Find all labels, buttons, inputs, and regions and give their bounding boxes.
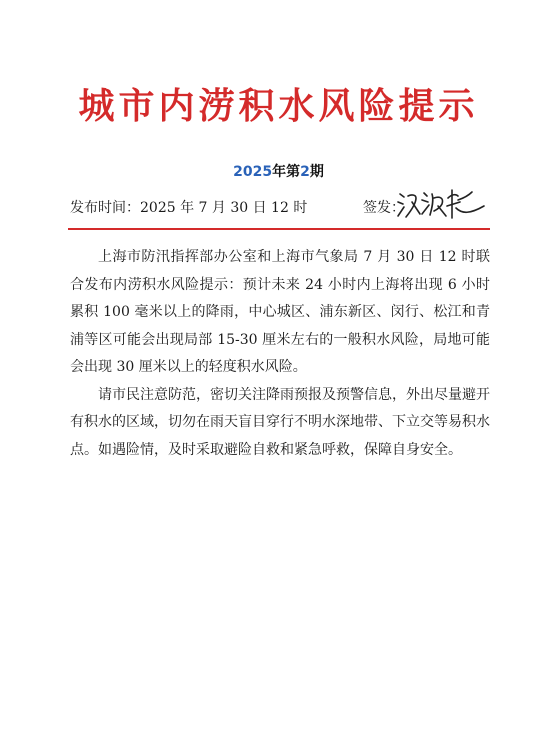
issue-number [0, 162, 557, 182]
paragraph-1: 上海市防汛指挥部办公室和上海市气象局 7 月 30 日 12 时联合发布内涝积水风险提示：预计未来 24 小时内上海将出现 6 小时累积 100 毫米以上的降雨，中心城区、浦东新区、闵行、松江和青浦等区可能会出现局部 15-30 厘米左右的一般积水风险，局地可能会出现 30 厘米以上的轻度积水风险。 [70, 249, 490, 375]
signer-label: 签发： [363, 200, 405, 216]
issue-year: 2025 [233, 164, 273, 180]
issue-suffix: 期 [309, 164, 324, 180]
issue-no: 2 [300, 164, 310, 180]
red-divider [68, 228, 490, 230]
document-title: 城市内涝积水风险提示 [78, 85, 479, 127]
paragraph-2: 请市民注意防范，密切关注降雨预报及预警信息，外出尽量避开有积水的区域，切勿在雨天盲目穿行不明水深地带、下立交等易积水点。如遇险情，及时采取避险自救和紧急呼救，保障自身安全。 [70, 386, 490, 458]
issue-year-suffix: 年第 [272, 164, 301, 180]
publish-time: 发布时间：2025 年 7 月 30 日 12 时 [70, 200, 308, 216]
notice-body [70, 244, 490, 464]
handwritten-signature [394, 184, 490, 224]
